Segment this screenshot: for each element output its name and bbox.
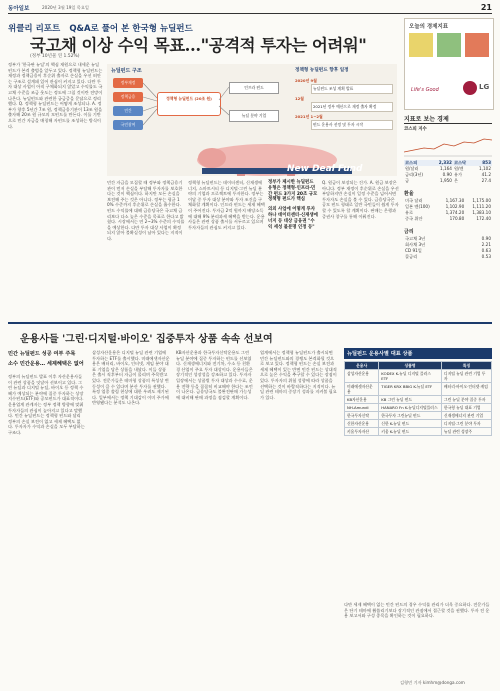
intro-column: 정부가 '한국판 뉴딜'의 핵심 재원으로 내세운 뉴딜펀드가 본격 출범을 앞두고 있다. 정책형 뉴딜펀드는 재정과 정책금융이 후순위 출자로 손실을 우선 떠안는 구조로 설계돼 있어 관심이 커지고 있다. 다만 투자 대상 사업이 아직 구체화되지 않았고 수익률도 국고채 수준을 조금 웃도는 정도에 그칠 것이란 전망이 나온다. 뉴딜펀드와 관련한 궁금증을 문답으로 정리했다. Q. 정책형 뉴딜펀드는 어떻게 조성되나. A. 정부가 향후 5년간 7조 원, 정책금융기관이 13조 원을 출자해 20조 원 규모의 모펀드를 만든다. 이를 기반으로 민간 자금을 매칭해 자펀드를 조성하는 방식이다.: [8, 62, 103, 129]
ad-slogan: Life's Good: [411, 87, 439, 93]
node-private: 민간: [113, 106, 143, 116]
rate-title: 금리: [404, 229, 414, 235]
table-row: 미국 달러 1,167.30 1,175.00: [405, 198, 491, 203]
node-center-fund: 정책형 뉴딜펀드 (20조 원): [157, 92, 221, 116]
table-row: 원/달러 1,164 원/엔 1,102: [405, 166, 491, 171]
table-row: 회사채 3년 2.21: [405, 242, 491, 247]
ad-box: [404, 18, 494, 110]
timeline-item: 2021년 1~2월 펀드 운용사 선정 및 투자 시작: [295, 114, 393, 130]
table-row: 삼성자산운용 KODEX K-뉴딜 디지털 플러스 ETF 디지털 뉴딜 관련 기업 투자: [345, 370, 492, 383]
bottom-column-5: 다만 세제 혜택이 없는 민간 펀드의 경우 수익률 관리가 더욱 중요하다. 전문가들은 단기 테마에 휩쓸리기보다 장기적인 관점에서 접근할 것을 권했다. 투자 전 운용 보고서와 구성 종목을 확인하는 것이 필요하다.: [344, 602, 490, 619]
table-row: 콜금리 0.53: [405, 254, 491, 259]
lg-brand: LG: [479, 83, 490, 91]
table-row: 미래에셋자산운용 TIGER KRX BBIG K-뉴딜 ETF 배터리·바이오·인터넷·게임: [345, 383, 492, 396]
ad-tile: [465, 33, 489, 57]
page-number: 21: [480, 3, 492, 12]
fund-table: [344, 361, 492, 436]
ad-title: 오늘의 경제지표: [409, 24, 449, 30]
fund-table-box: [344, 348, 492, 598]
index-line-chart: [404, 134, 492, 158]
table-row: 금리(3년) 0.90 유가 41.2: [405, 172, 491, 177]
pig-banner-text: New Deal Fund: [287, 164, 363, 174]
ad-tile: [409, 33, 433, 57]
timeline-title: 정책형 뉴딜펀드 향후 일정: [295, 68, 349, 73]
section-tag: 위클리 리포트: [8, 24, 61, 34]
bottom-subhead: 소수 민간운용… 세제혜택은 없어: [8, 361, 84, 367]
qa-headlines: [268, 180, 318, 318]
qa-headline: 정부가 제시한 뉴딜펀드 유형은 정책형·인프라·민간 펀드 3가지 20조 규모 정책형 펀드가 핵심: [268, 180, 318, 203]
bottom-subhead: 민간 뉴딜펀드 성공 여부 주목: [8, 351, 76, 357]
section-header: [8, 16, 308, 34]
table-row: 코스피 2,332 코스닥 853: [405, 160, 491, 165]
bottom-column-4: 업계에서는 정책형 뉴딜펀드가 출시되면 민간 뉴딜펀드와의 경쟁도 본격화될 것으로 보고 있다. 정책형 펀드는 손실 보전과 세제 혜택이 있는 반면 민간 펀드는 상대적으로 높은 수익을 추구할 수 있다는 장점이 있다. 투자자의 위험 성향에 따라 상품을 선택하는 것이 바람직하다는 지적이다. 뉴딜 관련 테마의 중장기 성과를 지켜볼 필요가 있다.: [260, 350, 337, 400]
table-row: 일본 엔(100) 1,102.90 1,111.20: [405, 204, 491, 209]
bottom-column-1: 정부의 뉴딜펀드 발표 이후 자산운용사들이 관련 상품을 잇달아 선보이고 있다. 그린 뉴딜과 디지털 뉴딜, 바이오 등 정책 수혜가 예상되는 분야에 집중 투자하는 상장지수펀드(ETF)와 공모펀드가 대표적이다. 운용업계 관계자는 정부 정책 방향에 맞춰 투자자들의 관심이 높아지고 있다고 말했다. 민간 뉴딜펀드는 정책형 펀드와 달리 정부의 손실 보전이 없고 세제 혜택도 없다. 투자자가 수익과 손실을 모두 부담하는 구조다.: [8, 374, 85, 435]
market-table: [404, 160, 492, 184]
bottom-column-2: 삼성자산운용은 디지털 뉴딜 관련 기업에 투자하는 ETF를 출시했다. 미래에셋자산운용은 배터리, 바이오, 인터넷, 게임 분야 대표 기업을 담은 상품을 내놨다. 이들 상품은 출시 직후부터 자금이 몰리며 주목받고 있다. 전문가들은 테마형 상품의 특성상 변동성이 클 수 있다며 분산 투자를 권했다. 특정 업종 쏠림 현상에 대한 우려도 제기된다. 일부에서는 정책 기대감이 이미 주가에 반영됐다는 분석도 나온다.: [92, 350, 170, 406]
table-row: 신한자산운용 신한 K-뉴딜 펀드 디지털·그린 분야 투자: [345, 420, 492, 428]
fund-table-title: 뉴딜펀드 운용사별 대표 상품: [344, 348, 492, 359]
table-row: 유로 1,374.20 1,383.10: [405, 210, 491, 215]
main-headline: 국고채 이상 수익 목표…"공격적 투자는 어려워": [30, 36, 367, 55]
timeline-item: 12월 2021년 정부 예산으로 재정 출자 확정: [295, 96, 393, 112]
paper-name: 동아일보: [8, 6, 30, 12]
article-column-3: 정책형 뉴딜펀드는 데이터센터, 신재생에너지, 스마트시티 등 디지털·그린 뉴딜 분야의 기업과 프로젝트에 투자한다. 정부는 이달 중 투자 대상 분야와 투자 조건을 구체화할 계획이다. 인프라 펀드는 세제 혜택이 주어진다. 투자금 2억 원까지 배당소득에 대해 9% 분리과세 혜택을 받는다. 운용사들은 관련 상품 출시를 서두르고 있으며 투자자들의 관심도 커지고 있다.: [188, 180, 265, 230]
table-row: 한국투자신탁 한국투자 그린뉴딜 펀드 신재생에너지 관련 기업: [345, 412, 492, 420]
table-row: NH-Amundi HANARO Fn K-뉴딜디지털플러스 한국형 뉴딜 대표 기업: [345, 404, 492, 412]
headline-sub: (정부 10년물 연 1.52%): [30, 54, 80, 59]
table-row: 키움투자자산 키움 K-뉴딜 펀드 뉴딜 관련 성장주: [345, 428, 492, 436]
article-column-2: 민간 자금을 모집할 때 정부와 정책금융기관이 먼저 손실을 부담해 투자자를 보호한다는 것이 핵심이다. 하지만 모든 손실을 보전해 주는 것은 아니다. 정부는 평균 10% 수준까지 후순위로 손실을 흡수한다. 펀드 수익률에 대해 금융당국은 국고채 금리보다 다소 높은 수준을 목표로 한다고 밝혔다. 시장에서는 연 2~3% 수준의 수익률을 예상한다. 다만 투자 대상 사업이 확정되지 않아 불확실성이 남아 있다는 지적이다.: [107, 180, 185, 241]
fx-title: 환율: [404, 191, 414, 197]
article-column-4: Q. 원금이 보장되는 건가. A. 원금 보장은 아니다. 정부 재정이 후순위로 손실을 우선 부담하지만 손실이 일정 수준을 넘어서면 투자자도 손실을 볼 수 있다. 금융당국은 공모 펀드 형태로 일반 국민들이 쉽게 투자할 수 있도록 할 계획이다. 판매는 은행과 증권사 창구를 통해 이뤄진다.: [322, 180, 399, 219]
node-companies: 뉴딜 분야 기업: [229, 110, 279, 122]
node-policy-finance: 정책금융: [113, 92, 143, 102]
bottom-headline: 운용사들 '그린·디지털·바이오' 집중투자 상품 속속 선보여: [20, 334, 273, 345]
node-public: 국민참여: [113, 120, 143, 130]
rate-table: [404, 236, 492, 260]
table-row: CD 91일 0.63: [405, 248, 491, 253]
node-government: 정부재정: [113, 78, 143, 88]
table-row: KB자산운용 KB 그린 뉴딜 펀드 그린 뉴딜 분야 집중 투자: [345, 396, 492, 404]
timeline-item: 2020년 9월 뉴딜펀드 조성 계획 발표: [295, 78, 393, 94]
table-row: 금 1,950 은 27.4: [405, 178, 491, 183]
section-title: Q&A로 풀어 본 한국형 뉴딜펀드: [69, 24, 193, 34]
node-infra: 인프라 펀드: [229, 82, 279, 94]
qa-headline: 의외 사업에 어떻게 투자하나 데이터센터·신재생에너지 등 대상 금융권 "수익 세성 불분명 인정 등": [268, 207, 318, 230]
byline: 김형민 기자 kimhm@donga.com: [400, 680, 465, 685]
fx-table: [404, 198, 492, 222]
ad-tile: [437, 33, 461, 57]
fund-structure-diagram: [107, 64, 397, 176]
market-sub: 코스피 지수: [404, 127, 427, 132]
issue-date: 2020년 3월 19일 목요일: [42, 5, 89, 10]
diagram-title: 뉴딜펀드 구조: [111, 68, 142, 74]
bottom-column-3: KB자산운용과 한국투자신탁운용도 그린 뉴딜 분야에 집중 투자하는 펀드를 선보였다. 신재생에너지와 전기차, 수소 등 친환경 산업이 주요 투자 대상이다. 운용사들은 장기적인 성장성을 강조하고 있다. 투자자 입장에서는 상품별 투자 대상과 수수료, 운용 전략 등을 꼼꼼히 비교해야 한다는 조언이 나온다. 금융당국도 불완전판매 가능성에 대비해 판매 과정을 점검할 계획이다.: [176, 350, 253, 400]
table-row: 중국 위안 170.80 172.40: [405, 216, 491, 221]
masthead: [8, 4, 492, 12]
lg-logo: [463, 81, 477, 95]
market-section-title: 지표로 보는 경제: [404, 116, 449, 123]
table-header-row: 운용사 상품명 특징: [345, 362, 492, 370]
table-row: 국고채 3년 0.90: [405, 236, 491, 241]
